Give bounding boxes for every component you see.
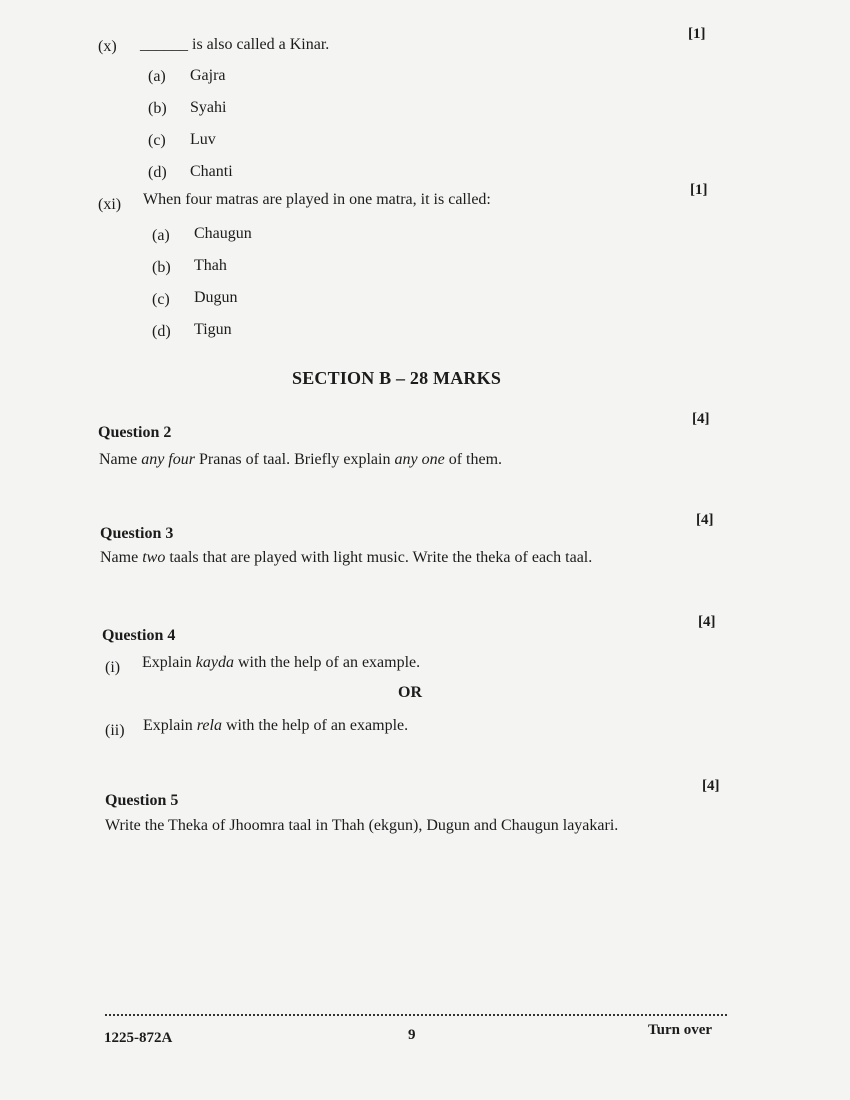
question-2-title: Question 2 bbox=[98, 424, 172, 441]
question-4-ii-text bbox=[143, 717, 408, 735]
question-11-number: (xi) bbox=[98, 196, 122, 213]
turn-over-label: Turn over bbox=[648, 1022, 713, 1038]
question-11-marks: [1] bbox=[690, 182, 708, 198]
q3-part-1: Name bbox=[100, 549, 143, 566]
question-10-marks: [1] bbox=[688, 26, 706, 42]
q4ii-part-3: with the help of an example. bbox=[221, 717, 409, 734]
q11-option-b-label: (b) bbox=[152, 259, 171, 276]
question-4-title: Question 4 bbox=[102, 627, 176, 644]
q11-option-c-text: Dugun bbox=[194, 289, 238, 306]
or-separator: OR bbox=[398, 684, 422, 701]
q11-option-a-label: (a) bbox=[152, 227, 170, 244]
footer-divider bbox=[105, 1014, 727, 1016]
question-11-text: When four matras are played in one matra, it is called: bbox=[143, 191, 491, 208]
section-b-heading: SECTION B – 28 MARKS bbox=[292, 368, 502, 388]
q4i-part-3: with the help of an example. bbox=[233, 654, 421, 671]
q11-option-a-text: Chaugun bbox=[194, 225, 252, 242]
question-3-marks: [4] bbox=[696, 512, 714, 528]
paper-code: 1225-872A bbox=[104, 1030, 173, 1046]
q11-option-d-text: Tigun bbox=[194, 321, 232, 338]
q10-option-a-text: Gajra bbox=[190, 67, 226, 84]
q3-part-3: taals that are played with light music. Write the theka of each taal. bbox=[165, 549, 593, 566]
page-number: 9 bbox=[408, 1027, 416, 1043]
question-4-marks: [4] bbox=[698, 614, 716, 630]
q11-option-b-text: Thah bbox=[194, 257, 227, 274]
q11-option-d-label: (d) bbox=[152, 323, 171, 340]
q10-option-b-label: (b) bbox=[148, 100, 167, 117]
question-4-i-number: (i) bbox=[105, 659, 121, 676]
question-4-ii-number: (ii) bbox=[105, 722, 125, 739]
q2-part-1: Name bbox=[99, 451, 142, 468]
q2-emphasis-1: any four bbox=[141, 451, 195, 468]
q10-option-d-label: (d) bbox=[148, 164, 167, 181]
question-10-stem: is also called a Kinar. bbox=[192, 36, 330, 53]
q10-option-b-text: Syahi bbox=[190, 99, 227, 116]
question-5-text: Write the Theka of Jhoomra taal in Thah (ekgun), Dugun and Chaugun layakari. bbox=[105, 817, 619, 834]
q10-option-a-label: (a) bbox=[148, 68, 166, 85]
question-10-blank: ______ bbox=[140, 36, 188, 53]
question-2-marks: [4] bbox=[692, 411, 710, 427]
question-10-text bbox=[140, 36, 329, 54]
q4ii-emphasis: rela bbox=[196, 717, 222, 734]
question-10-number: (x) bbox=[98, 38, 117, 55]
q2-part-3: Pranas of taal. Briefly explain bbox=[194, 451, 395, 468]
q10-option-c-label: (c) bbox=[148, 132, 166, 149]
question-4-i-text bbox=[142, 654, 420, 672]
question-3-text bbox=[100, 549, 592, 567]
question-3-title: Question 3 bbox=[100, 525, 174, 542]
question-5-marks: [4] bbox=[702, 778, 720, 794]
question-5-title: Question 5 bbox=[105, 792, 179, 809]
q2-part-5: of them. bbox=[444, 451, 503, 468]
q11-option-c-label: (c) bbox=[152, 291, 170, 308]
q10-option-c-text: Luv bbox=[190, 131, 216, 148]
q4i-emphasis: kayda bbox=[195, 654, 234, 671]
q4i-part-1: Explain bbox=[142, 654, 196, 671]
q2-emphasis-2: any one bbox=[394, 451, 445, 468]
question-2-text bbox=[99, 451, 502, 469]
q10-option-d-text: Chanti bbox=[190, 163, 233, 180]
q3-emphasis: two bbox=[142, 549, 166, 566]
q4ii-part-1: Explain bbox=[143, 717, 197, 734]
